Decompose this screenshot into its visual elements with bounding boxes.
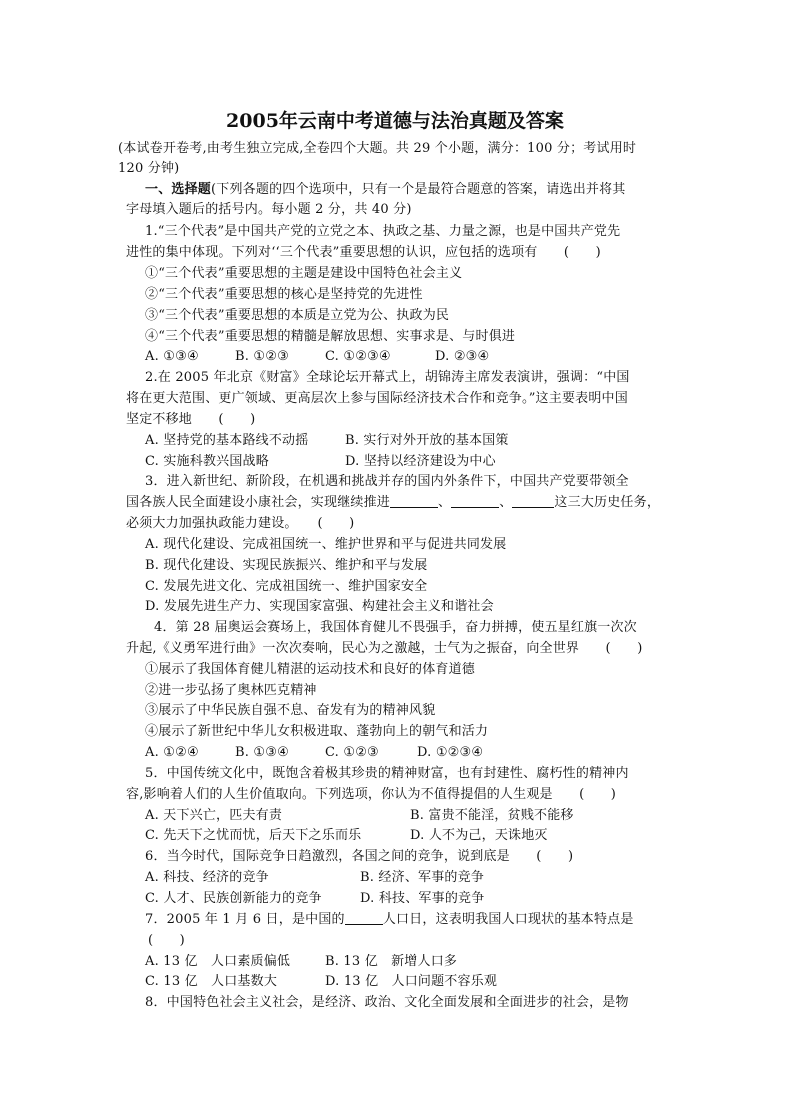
question-4-item-2: ②进一步弘扬了奥林匹克精神: [145, 683, 317, 698]
option-c: C. ①②③④: [325, 349, 391, 364]
question-3-option-a: A. 现代化建设、完成祖国统一、维护世界和平与促进共同发展: [145, 537, 507, 552]
question-1-item-3: ③“三个代表”重要思想的本质是立党为公、执政为民: [145, 308, 450, 323]
section-1-heading: 一、选择题: [145, 182, 212, 197]
option-c: C. 人才、民族创新能力的竞争: [145, 891, 322, 906]
question-1-item-1: ①“三个代表”重要思想的主题是建设中国特色社会主义: [145, 266, 463, 281]
answer-blank: [345, 912, 383, 925]
option-a: A. 13 亿 人口素质偏低: [145, 954, 291, 969]
option-a: A. 天下兴亡，匹夫有责: [145, 808, 283, 823]
question-4-stem-1: 4．第 28 届奥运会赛场上，我国体育健儿不畏强手，奋力拼搏，使五星红旗一次次: [154, 620, 637, 635]
question-2-options-row-2: [145, 453, 496, 471]
question-3-option-b: B. 现代化建设、实现民族振兴、维护和平与发展: [145, 558, 428, 573]
option-a: A. ①③④: [145, 349, 199, 364]
question-3-stem-1: 3．进入新世纪、新阶段，在机遇和挑战并存的国内外条件下，中国共产党要带领全: [145, 474, 629, 489]
document-title: 2005年云南中考道德与法治真题及答案: [226, 110, 564, 132]
question-1-stem-2: 进性的集中体现。下列对‘‘三个代表”重要思想的认识，应包括的选项有 ( ): [126, 245, 601, 260]
option-b: B. ①②③: [235, 349, 289, 364]
section-1-desc: (下列各题的四个选项中，只有一个是最符合题意的答案，请选出并将其: [211, 182, 626, 197]
question-5-stem-2: 容,影响着人们的人生价值取向。下列选项，你认为不值得提倡的人生观是 ( ): [126, 787, 617, 802]
question-7-text-b: 人口日，这表明我国人口现状的基本特点是: [382, 912, 634, 927]
question-4-item-4: ④展示了新世纪中华儿女积极进取、蓬勃向上的朝气和活力: [145, 724, 489, 739]
intro-line-1: (本试卷开卷考,由考生独立完成,全卷四个大题。共 29 个小题，满分：100 分；考试用时: [118, 141, 637, 156]
option-d: D. ②③④: [435, 349, 490, 364]
answer-blank-3: [512, 495, 554, 508]
question-4-item-1: ①展示了我国体育健儿精湛的运动技术和良好的体育道德: [145, 662, 476, 677]
question-1-options: [145, 348, 489, 366]
option-a: A. 坚持党的基本路线不动摇: [145, 433, 309, 448]
question-2-options-row-1: [145, 432, 509, 450]
question-1-item-4: ④“三个代表”重要思想的精髓是解放思想、实事求是、与时俱进: [145, 329, 516, 344]
option-d: D. 人不为己，天诛地灭: [410, 828, 548, 843]
question-6-stem-1: 6．当今时代，国际竞争日趋激烈，各国之间的竞争，说到底是 ( ): [145, 849, 574, 864]
question-3-text-b: 、: [438, 495, 452, 510]
question-8-stem-1: 8．中国特色社会主义社会，是经济、政治、文化全面发展和全面进步的社会，是物: [145, 995, 629, 1010]
question-7-text-a: 7．2005 年 1 月 6 日，是中国的: [145, 912, 345, 927]
option-b: B. ①③④: [235, 745, 289, 760]
option-a: A. 科技、经济的竞争: [145, 870, 269, 885]
question-5-options-row-2: [145, 827, 548, 845]
option-c: C. 13 亿 人口基数大: [145, 974, 278, 989]
question-6-options-row-1: [145, 869, 484, 887]
option-b: B. 富贵不能淫，贫贱不能移: [410, 808, 574, 823]
question-3-option-d: D. 发展先进生产力、实现国家富强、构建社会主义和谐社会: [145, 599, 494, 614]
option-b: B. 实行对外开放的基本国策: [345, 433, 509, 448]
question-3-text-a: 国各族人民全面建设小康社会，实现继续推进: [126, 495, 391, 510]
question-7-stem-1: [145, 911, 634, 929]
question-3-text-d: 这三大历史任务，: [554, 495, 661, 510]
option-b: B. 经济、军事的竞争: [360, 870, 485, 885]
question-7-stem-2: ( ): [148, 933, 185, 948]
question-2-stem-3: 坚定不移地 ( ): [126, 412, 256, 427]
option-d: D. 13 亿 人口问题不容乐观: [325, 974, 498, 989]
question-7-options-row-2: [145, 973, 497, 991]
question-2-stem-2: 将在更大范围、更广领域、更高层次上参与国际经济技术合作和竞争。”这主要表明中国: [126, 391, 628, 406]
option-b: B. 13 亿 新增人口多: [325, 954, 458, 969]
option-c: C. 先天下之忧而忧，后天下之乐而乐: [145, 828, 362, 843]
option-d: D. ①②③④: [417, 745, 484, 760]
question-3-option-c: C. 发展先进文化、完成祖国统一、维护国家安全: [145, 579, 428, 594]
question-7-options-row-1: [145, 953, 457, 971]
option-d: D. 科技、军事的竞争: [360, 891, 485, 906]
question-3-stem-3: 必须大力加强执政能力建设。 ( ): [126, 516, 355, 531]
question-1-item-2: ②“三个代表”重要思想的核心是坚持党的先进性: [145, 287, 423, 302]
question-4-item-3: ③展示了中华民族自强不息、奋发有为的精神风貌: [145, 703, 436, 718]
option-a: A. ①②④: [145, 745, 199, 760]
question-1-stem-1: 1.“三个代表”是中国共产党的立党之本、执政之基、力量之源，也是中国共产党先: [145, 224, 621, 239]
intro-line-2: 120 分钟): [118, 161, 180, 176]
section-1-line-2: 字母填入题后的括号内。每小题 2 分，共 40 分): [126, 202, 412, 217]
option-c: C. 实施科教兴国战略: [145, 454, 269, 469]
question-5-stem-1: 5．中国传统文化中，既饱含着极其珍贵的精神财富，也有封建性、腐朽性的精神内: [145, 766, 629, 781]
option-d: D. 坚持以经济建设为中心: [345, 454, 496, 469]
section-1-line-1: [145, 181, 626, 199]
question-4-options: [145, 744, 483, 762]
option-c: C. ①②③: [325, 745, 379, 760]
question-4-stem-2: 升起,《义勇军进行曲》一次次奏响，民心为之激越，士气为之振奋，向全世界 ( ): [126, 641, 643, 656]
question-3-stem-2: [126, 494, 660, 512]
answer-blank-1: [390, 495, 438, 508]
question-2-stem-1: 2.在 2005 年北京《财富》全球论坛开幕式上，胡锦涛主席发表演讲，强调：“中国: [145, 370, 630, 385]
question-3-text-c: 、: [499, 495, 513, 510]
question-6-options-row-2: [145, 890, 484, 908]
answer-blank-2: [451, 495, 499, 508]
question-5-options-row-1: [145, 807, 574, 825]
